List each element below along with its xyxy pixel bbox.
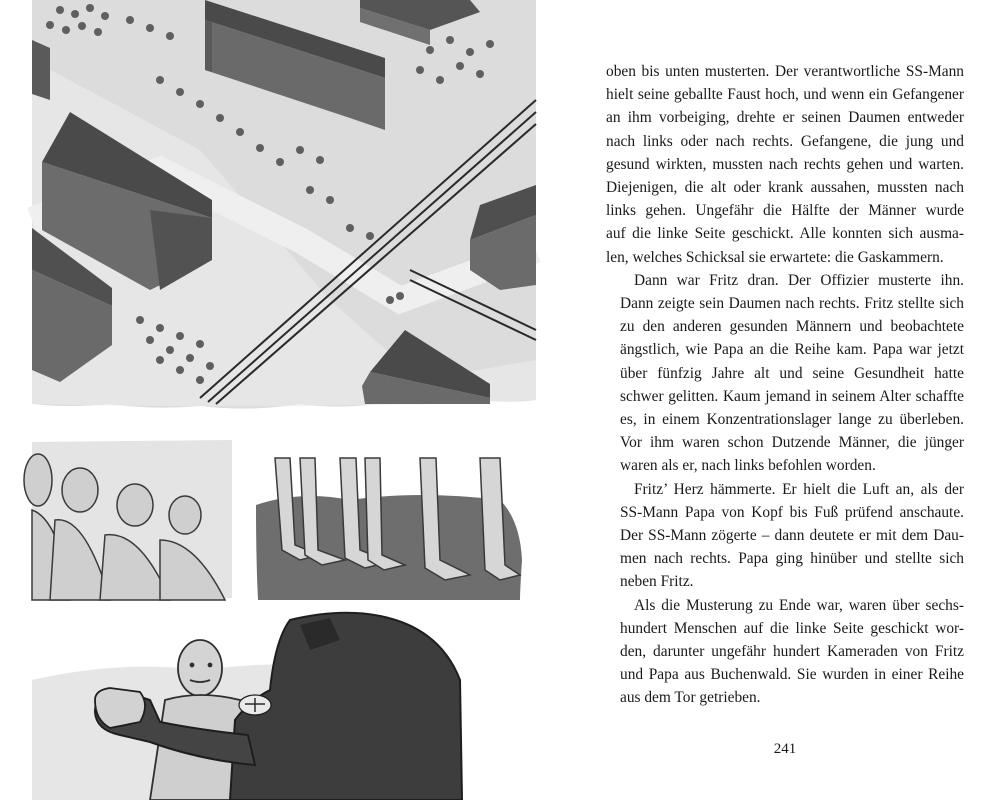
text-line: zu den anderen gesunden Männern und beobachtete [620, 318, 964, 336]
text-line: Der SS-Mann zögerte – dann deutete er mit dem Dau- [620, 527, 964, 545]
barrack-top-left [32, 40, 50, 100]
text-line: auf die linke Seite geschickt. Alle konnten sich ausma- [606, 225, 964, 243]
paragraph [606, 478, 964, 594]
text-line: hundert Menschen auf die linke Seite geschickt wor- [620, 619, 964, 637]
text-line: neben Fritz. [620, 573, 694, 591]
text-line: nach links oder nach rechts. Gefangene, die jung und [606, 132, 964, 150]
paragraph [606, 60, 964, 269]
text-line: schwer gelitten. Kaum jemand in seinem Alter schaffte [620, 387, 964, 405]
text-line: Fritz’ Herz hämmerte. Er hielt die Luft an, als der [634, 480, 964, 498]
text-line: links gehen. Ungefähr die Hälfte der Männer wurde [606, 202, 964, 220]
text-line: gesund wirkten, mussten nach rechts gehen und warten. [606, 155, 964, 173]
text-line: SS-Mann Papa von Kopf bis Fuß prüfend anschaute. [620, 503, 964, 521]
text-line: über fünfzig Jahre alt und seine Gesundheit hatte [620, 364, 964, 382]
text-line: aus dem Tor getrieben. [620, 689, 761, 707]
paragraph [606, 269, 964, 478]
text-line: waren als er, nach links befohlen worden. [620, 457, 876, 475]
text-line: Als die Musterung zu Ende war, waren über sechs- [634, 596, 964, 614]
text-line: und Papa aus Buchenwald. Sie wurden in einer Reihe [620, 666, 964, 684]
text-line: Dann zeigte sein Daumen nach rechts. Fritz stellte sich [620, 295, 964, 313]
body-text [606, 60, 964, 710]
page-number: 241 [773, 741, 797, 757]
text-line: den, darunter ungefähr hundert Kameraden von Fritz [620, 643, 964, 661]
paragraph [606, 594, 964, 710]
text-line: len, welches Schicksal sie erwartete: die Gaskammern. [606, 248, 944, 266]
prisoners-backs-illustration [24, 440, 232, 600]
text-line: es, in einem Konzentrationslager lange zu überleben. [620, 411, 964, 429]
officer-selection-illustration [32, 613, 462, 800]
bare-feet-illustration [256, 458, 522, 600]
text-line: Diejenigen, die alt oder krank aussahen, mussten nach [606, 179, 964, 197]
text-line: oben bis unten musterten. Der verantwortliche SS-Mann [606, 63, 964, 80]
text-line: hielt seine geballte Faust hoch, und wenn ein Gefangener [606, 86, 964, 104]
text-line: men nach rechts. Papa ging hinüber und stellte sich [620, 550, 964, 568]
text-line: Dann war Fritz dran. Der Offizier musterte ihn. [634, 271, 964, 289]
text-line: an ihm vorbeiging, drehte er seinen Daumen entweder [606, 109, 964, 127]
text-line: ängstlich, wie Papa an die Reihe kam. Papa war jetzt [620, 341, 964, 359]
camp-aerial-illustration [32, 0, 536, 409]
text-line: Vor ihm waren schon Dutzende Männer, die jünger [620, 434, 964, 452]
